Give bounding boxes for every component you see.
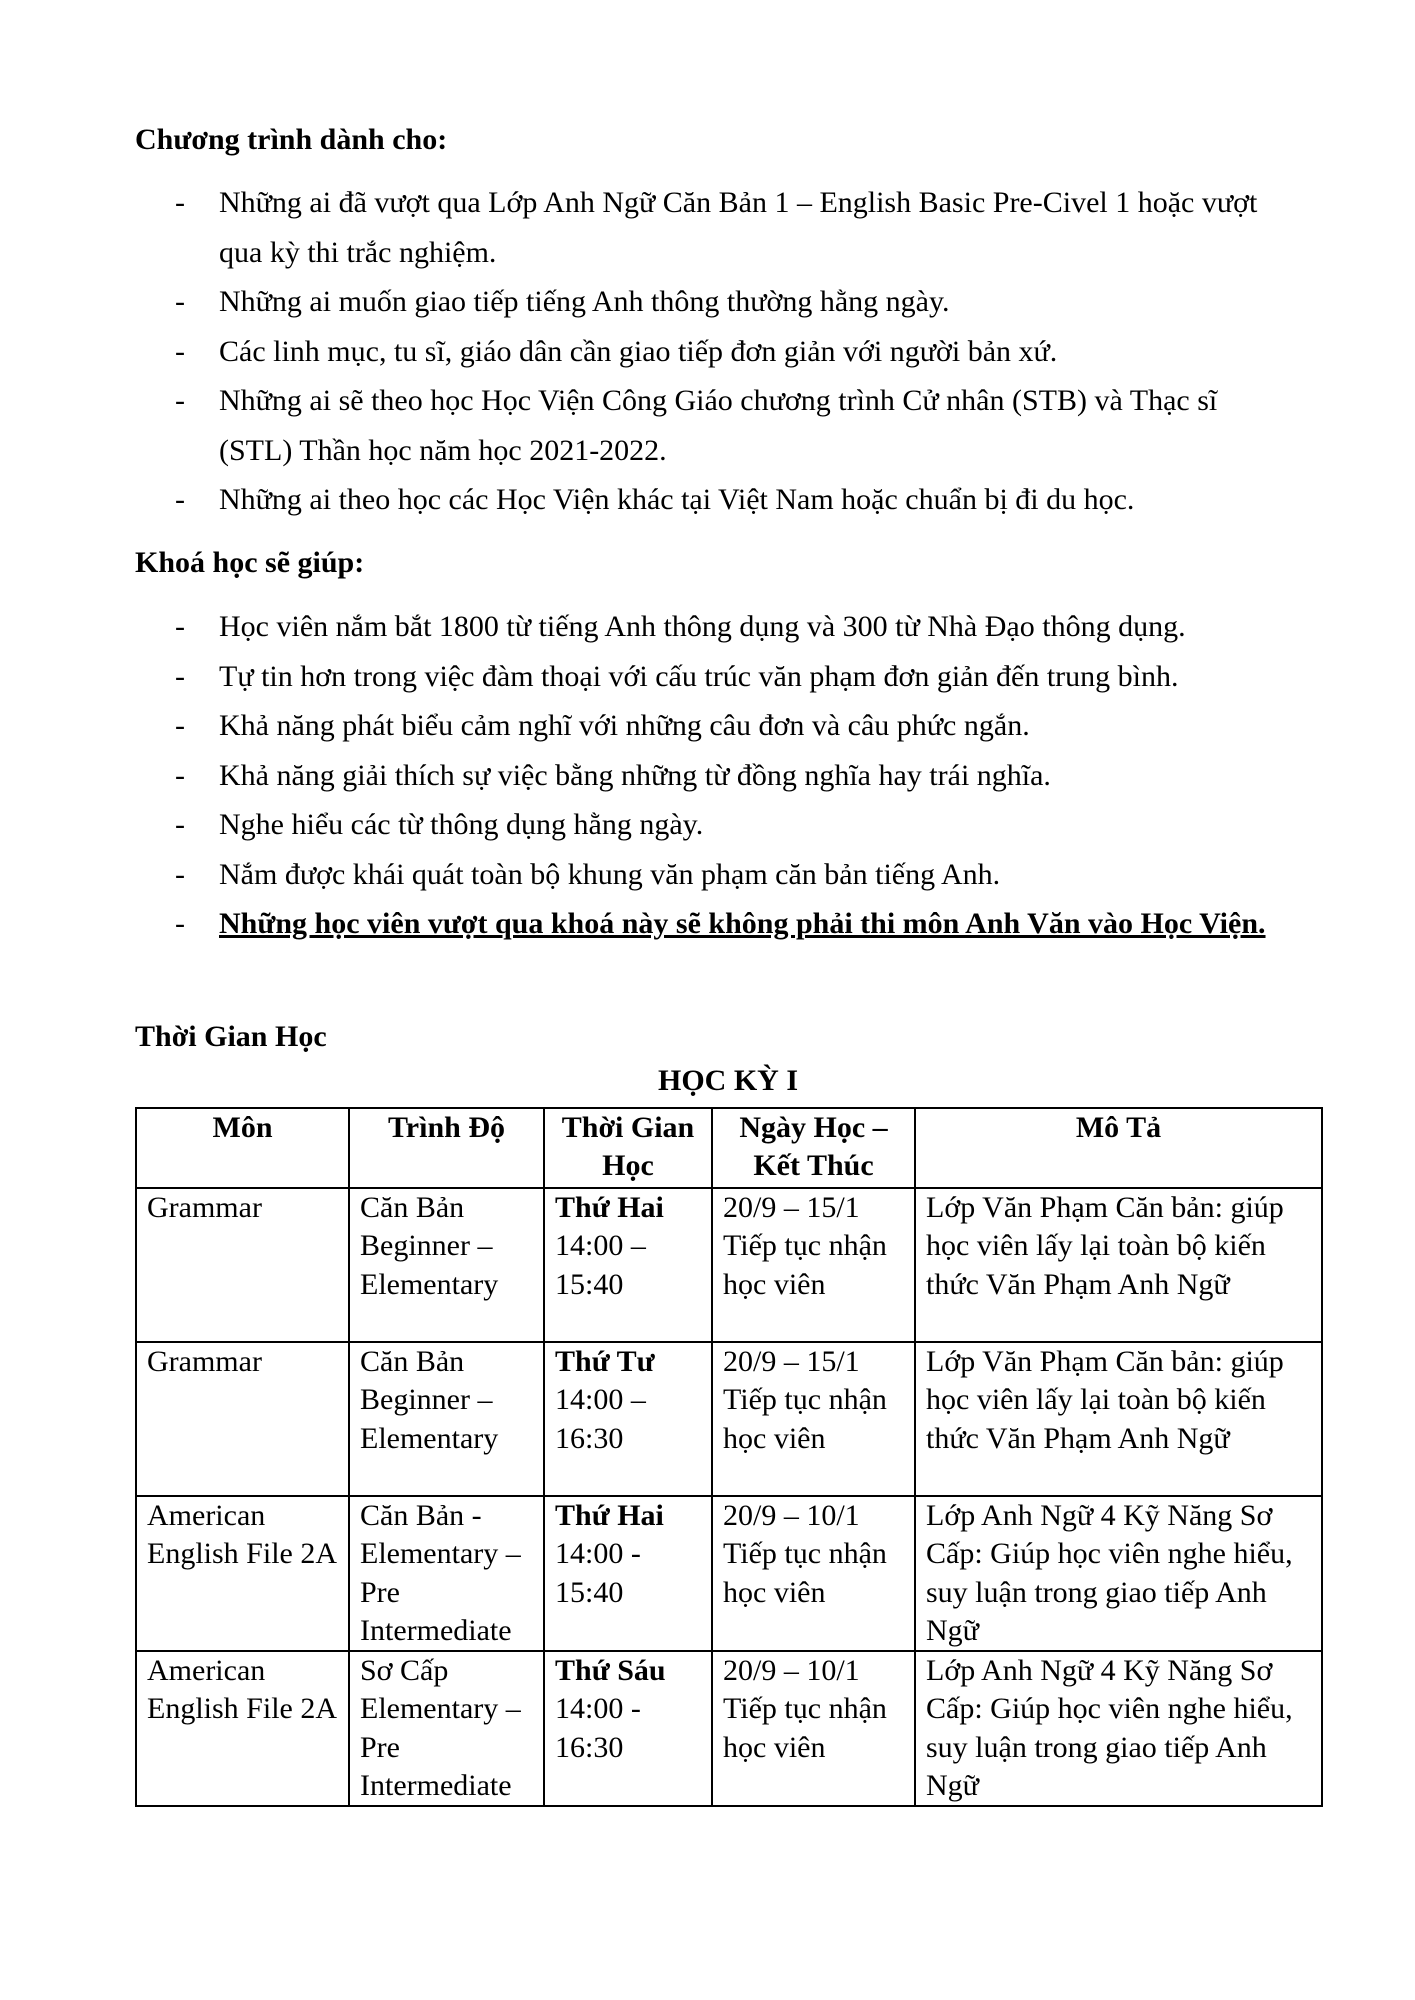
list-item: - Các linh mục, tu sĩ, giáo dân cần giao tiếp đơn giản với người bản xứ.: [175, 334, 1058, 368]
dates-cell: [712, 1651, 915, 1806]
enrollment-note: Tiếp tục nhận học viên: [723, 1537, 887, 1609]
dates-label: 20/9 – 15/1: [723, 1345, 860, 1378]
list-item: - Tự tin hơn trong việc đàm thoại với cấu trúc văn phạm đơn giản đến trung bình.: [175, 659, 1179, 693]
column-header: Môn: [136, 1108, 349, 1188]
level-cell: Căn Bản Beginner – Elementary: [349, 1342, 544, 1496]
description-cell: Lớp Văn Phạm Căn bản: giúp học viên lấy lại toàn bộ kiến thức Văn Phạm Anh Ngữ: [915, 1188, 1322, 1342]
list-item: - Nghe hiểu các từ thông dụng hằng ngày.: [175, 808, 704, 841]
schedule-table: [135, 1107, 1323, 1807]
benefits-list: [135, 602, 1285, 949]
dates-cell: [712, 1188, 915, 1342]
dates-cell: [712, 1342, 915, 1496]
column-header: Thời Gian Học: [544, 1108, 712, 1188]
schedule-heading: Thời Gian Học: [135, 1020, 327, 1053]
level-cell: Căn Bản - Elementary – Pre Intermediate: [349, 1496, 544, 1651]
level-cell: Căn Bản Beginner – Elementary: [349, 1188, 544, 1342]
day-label: Thứ Hai: [555, 1499, 664, 1532]
day-label: Thứ Tư: [555, 1345, 655, 1378]
column-header: Trình Độ: [349, 1108, 544, 1188]
description-cell: Lớp Anh Ngữ 4 Kỹ Năng Sơ Cấp: Giúp học viên nghe hiểu, suy luận trong giao tiếp Anh Ngữ: [915, 1651, 1322, 1806]
description-cell: Lớp Văn Phạm Căn bản: giúp học viên lấy lại toàn bộ kiến thức Văn Phạm Anh Ngữ: [915, 1342, 1322, 1496]
dates-label: 20/9 – 15/1: [723, 1191, 860, 1224]
audience-heading: Chương trình dành cho:: [135, 123, 448, 156]
table-row: [136, 1342, 1322, 1496]
dates-label: 20/9 – 10/1: [723, 1499, 860, 1532]
list-item: - Khả năng giải thích sự việc bằng những từ đồng nghĩa hay trái nghĩa.: [175, 758, 1051, 792]
list-item: - Những ai theo học các Học Viện khác tại Việt Nam hoặc chuẩn bị đi du học.: [175, 483, 1135, 516]
time-label: 14:00 – 15:40: [555, 1229, 646, 1301]
subject-cell: Grammar: [136, 1342, 349, 1496]
subject-cell: American English File 2A: [136, 1496, 349, 1651]
time-label: 14:00 – 16:30: [555, 1383, 646, 1455]
benefits-heading: Khoá học sẽ giúp:: [135, 546, 365, 579]
enrollment-note: Tiếp tục nhận học viên: [723, 1692, 887, 1764]
subject-cell: Grammar: [136, 1188, 349, 1342]
table-row: [136, 1188, 1322, 1342]
list-item: - Học viên nắm bắt 1800 từ tiếng Anh thông dụng và 300 từ Nhà Đạo thông dụng.: [175, 610, 1186, 643]
day-label: Thứ Hai: [555, 1191, 664, 1224]
time-label: 14:00 - 16:30: [555, 1692, 641, 1764]
audience-list: [135, 178, 1285, 525]
table-row: [136, 1496, 1322, 1651]
table-row: [136, 1651, 1322, 1806]
list-item: - Nắm được khái quát toàn bộ khung văn phạm căn bản tiếng Anh.: [175, 857, 1001, 891]
enrollment-note: Tiếp tục nhận học viên: [723, 1229, 887, 1301]
highlight-item: - Những học viên vượt qua khoá này sẽ không phải thi môn Anh Văn vào Học Viện.: [175, 907, 1266, 940]
list-item: - Những ai sẽ theo học Học Viện Công Giáo chương trình Cử nhân (STB) và Thạc sĩ (STL) Thần học năm học 2021-2022.: [175, 384, 1218, 467]
list-item: - Những ai muốn giao tiếp tiếng Anh thông thường hằng ngày.: [175, 285, 950, 318]
list-item: - Khả năng phát biểu cảm nghĩ với những câu đơn và câu phức ngắn.: [175, 709, 1030, 742]
time-cell: [544, 1651, 712, 1806]
dates-label: 20/9 – 10/1: [723, 1654, 860, 1688]
time-cell: [544, 1188, 712, 1342]
time-cell: [544, 1496, 712, 1651]
enrollment-note: Tiếp tục nhận học viên: [723, 1383, 887, 1455]
level-cell: Sơ Cấp Elementary – Pre Intermediate: [349, 1651, 544, 1806]
column-header: Ngày Học – Kết Thúc: [712, 1108, 915, 1188]
list-item: - Những ai đã vượt qua Lớp Anh Ngữ Căn Bản 1 – English Basic Pre-Civel 1 hoặc vượt qua kỳ thi trắc nghiệm.: [175, 186, 1258, 269]
day-label: Thứ Sáu: [555, 1654, 666, 1688]
time-label: 14:00 - 15:40: [555, 1537, 641, 1609]
column-header: Mô Tả: [915, 1108, 1322, 1188]
dates-cell: [712, 1496, 915, 1651]
semester-title: HỌC KỲ I: [657, 1064, 798, 1097]
subject-cell: American English File 2A: [136, 1651, 349, 1806]
time-cell: [544, 1342, 712, 1496]
table-header-row: [136, 1108, 1322, 1188]
description-cell: Lớp Anh Ngữ 4 Kỹ Năng Sơ Cấp: Giúp học viên nghe hiểu, suy luận trong giao tiếp Anh Ngữ: [915, 1496, 1322, 1651]
